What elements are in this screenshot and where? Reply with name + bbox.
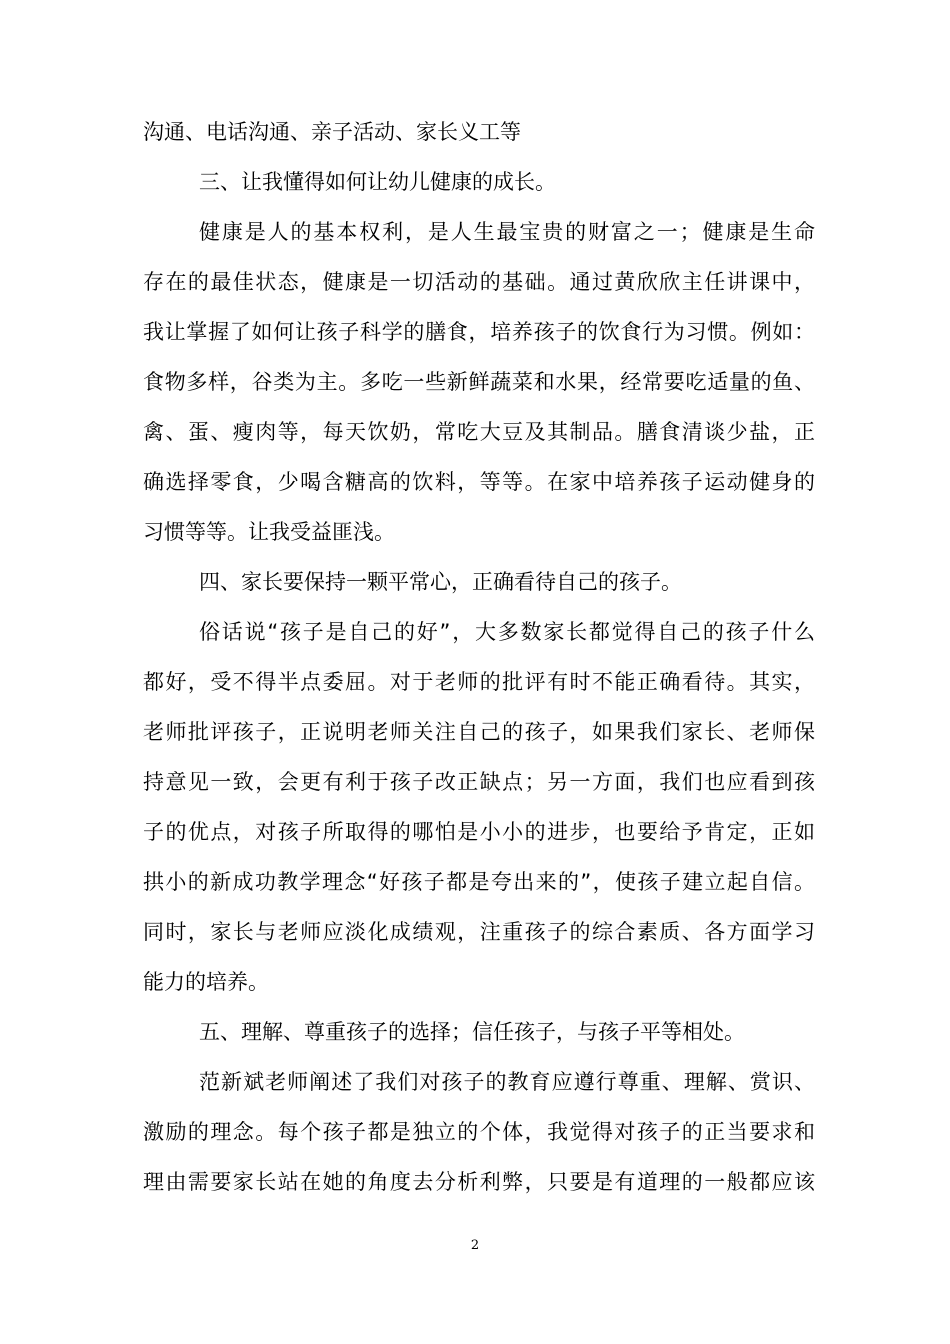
section-heading: 三、让我懂得如何让幼儿健康的成长。 (199, 170, 556, 194)
text-line: 拱小的新成功教学理念“好孩子都是夸出来的”，使孩子建立起自信。 (143, 870, 815, 894)
text-line: 持意见一致，会更有利于孩子改正缺点；另一方面，我们也应看到孩 (143, 770, 815, 794)
text-line: 激励的理念。每个孩子都是独立的个体，我觉得对孩子的正当要求和 (143, 1120, 815, 1144)
text-line: 同时，家长与老师应淡化成绩观，注重孩子的综合素质、各方面学习 (143, 920, 815, 944)
text-line: 子的优点，对孩子所取得的哪怕是小小的进步，也要给予肯定，正如 (143, 820, 815, 844)
section-heading: 五、理解、尊重孩子的选择；信任孩子，与孩子平等相处。 (199, 1020, 745, 1044)
text-line: 健康是人的基本权利，是人生最宝贵的财富之一；健康是生命 (199, 220, 815, 244)
text-line: 都好，受不得半点委屈。对于老师的批评有时不能正确看待。其实， (143, 670, 815, 694)
section-heading: 四、家长要保持一颗平常心，正确看待自己的孩子。 (199, 570, 682, 594)
page-number: 2 (470, 1238, 480, 1253)
text-line: 范新斌老师阐述了我们对孩子的教育应遵行尊重、理解、赏识、 (199, 1070, 815, 1094)
text-line: 我让掌握了如何让孩子科学的膳食，培养孩子的饮食行为习惯。例如： (143, 320, 815, 344)
text-line: 确选择零食，少喝含糖高的饮料，等等。在家中培养孩子运动健身的 (143, 470, 815, 494)
text-line: 能力的培养。 (143, 970, 269, 994)
text-line: 习惯等等。让我受益匪浅。 (143, 520, 395, 544)
text-line: 禽、蛋、瘦肉等，每天饮奶，常吃大豆及其制品。膳食清谈少盐，正 (143, 420, 815, 444)
text-line: 俗话说“孩子是自己的好”，大多数家长都觉得自己的孩子什么 (199, 620, 815, 644)
text-line: 沟通、电话沟通、亲子活动、家长义工等 (143, 120, 521, 144)
text-line: 理由需要家长站在她的角度去分析利弊，只要是有道理的一般都应该 (143, 1170, 815, 1194)
text-line: 老师批评孩子，正说明老师关注自己的孩子，如果我们家长、老师保 (143, 720, 815, 744)
text-line: 存在的最佳状态，健康是一切活动的基础。通过黄欣欣主任讲课中， (143, 270, 815, 294)
text-line: 食物多样，谷类为主。多吃一些新鲜蔬菜和水果，经常要吃适量的鱼、 (143, 370, 815, 394)
